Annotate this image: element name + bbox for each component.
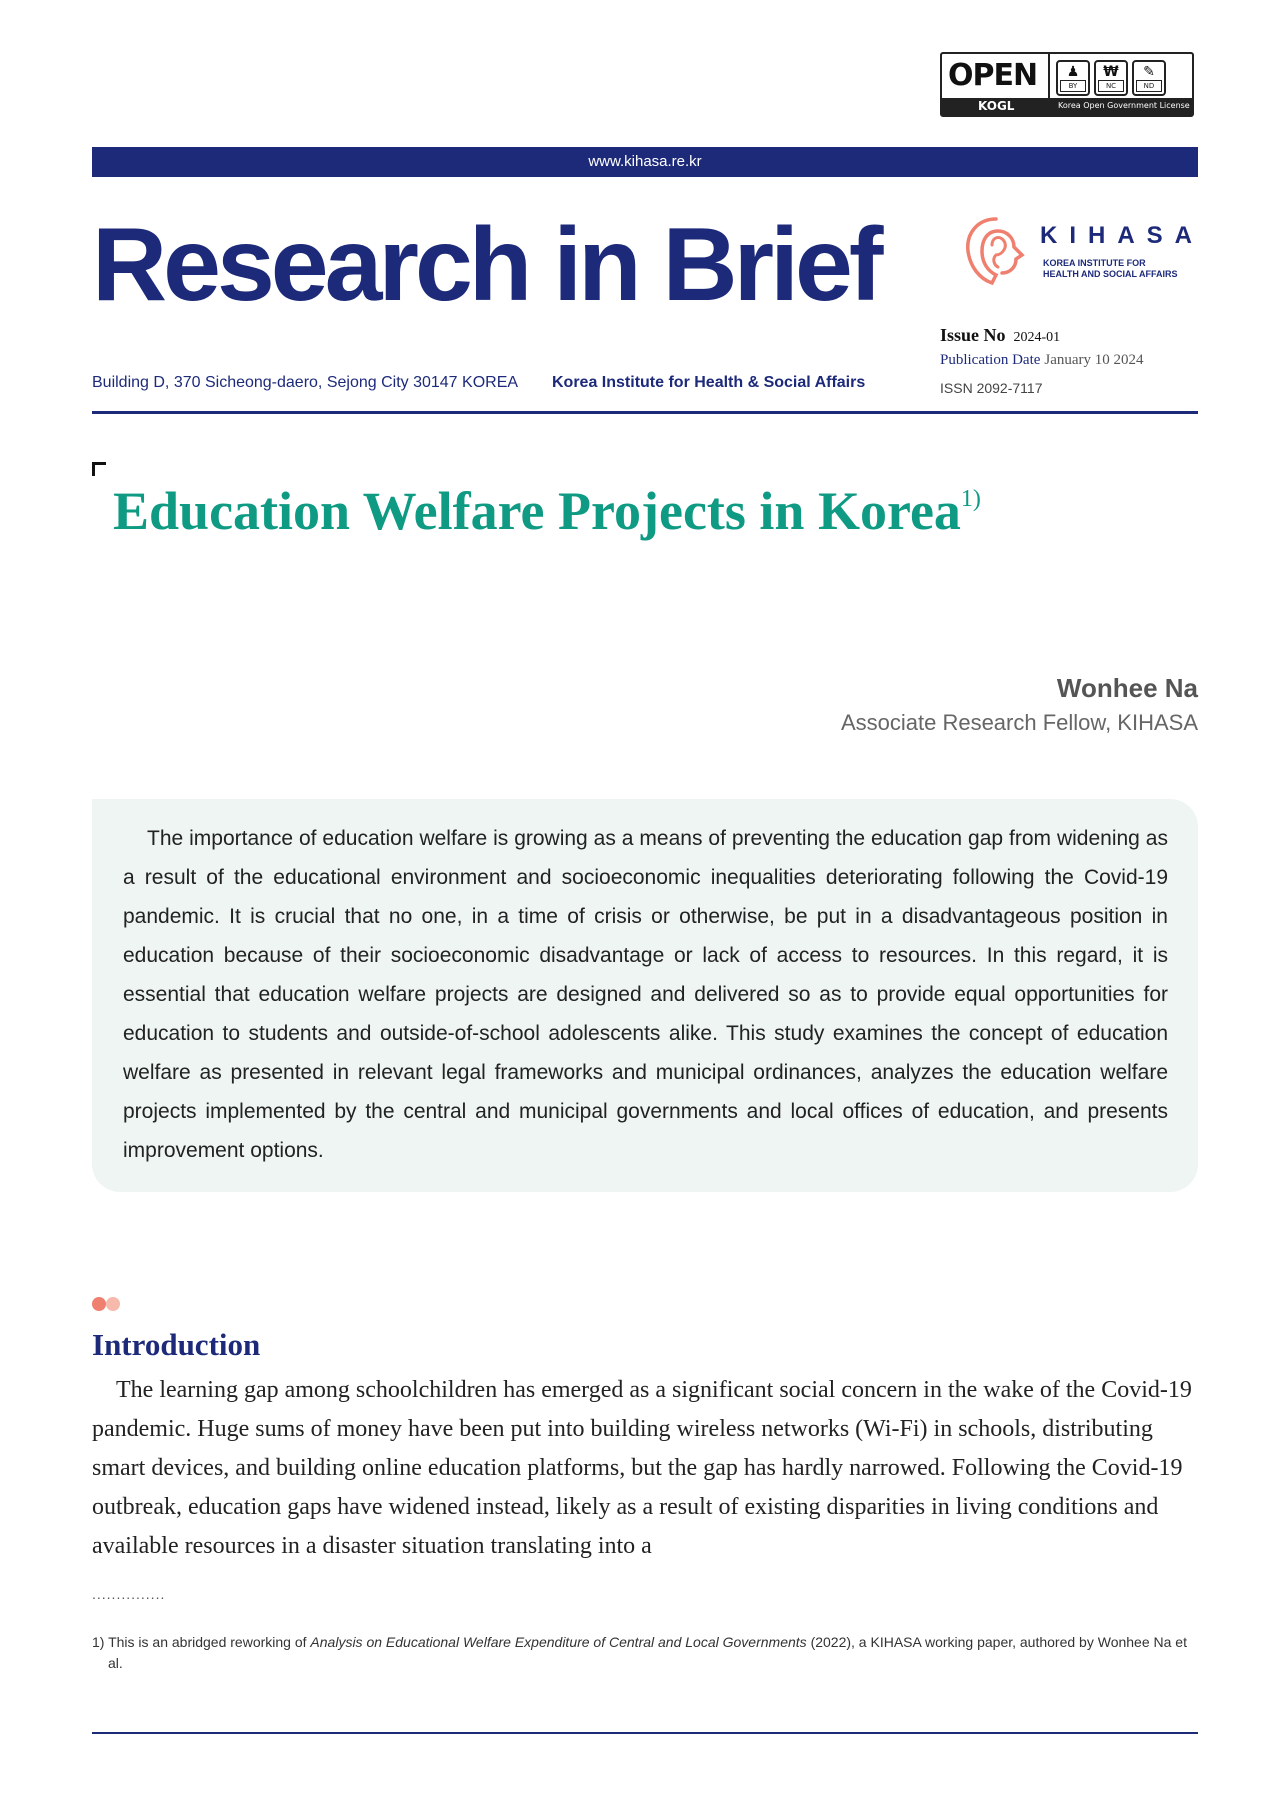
footer-divider [92,1732,1198,1734]
publication-date: Publication Date January 10 2024 [940,352,1144,368]
open-label: OPEN [948,58,1038,93]
kogl-label: KOGL [978,99,1015,113]
kihasa-logo-name: KIHASA [1040,222,1205,249]
kihasa-logo-subtitle-1: KOREA INSTITUTE FOR [1043,258,1146,268]
issn: ISSN 2092-7117 [940,380,1043,396]
no-derivatives-icon: ✎ ND [1132,60,1166,96]
title-corner-mark [92,462,106,476]
kogl-license-badge [940,52,1194,117]
website-url[interactable]: www.kihasa.re.kr [92,147,1198,177]
title-footnote-marker[interactable]: 1) [960,486,981,512]
no-commercial-icon: ₩ NC [1094,60,1128,96]
footnote-work-title: Analysis on Educational Welfare Expenditure of Central and Local Governments [310,1634,807,1650]
section-dot-icon [106,1297,120,1311]
kihasa-logo-icon [962,215,1028,287]
kogl-full-label: Korea Open Government License [1058,101,1190,110]
abstract-text: The importance of education welfare is growing as a means of preventing the education gap from widening as a result of the educational environment and socioeconomic inequalities deteriorating following the Covid-19 pandemic. It is crucial that no one, in a time of crisis or otherwise, be put in a disadvantageous position in education because of their socioeconomic disadvantage or lack of access to resources. In this regard, it is essential that education welfare projects are designed and delivered so as to provide equal opportunities for education to students and outside-of-school adolescents alike. This study examines the concept of education welfare as presented in relevant legal frameworks and municipal ordinances, analyzes the education welfare projects implemented by the central and municipal governments and local offices of education, and presents improvement options. [123,827,1168,1162]
institute-name: Korea Institute for Health & Social Affairs [552,374,866,391]
issue-number: Issue No 2024-01 [940,325,1061,345]
introduction-heading: Introduction [92,1327,261,1362]
article-title: Education Welfare Projects in Korea$^{1)}$ [113,481,981,541]
by-icon: ♟ BY [1056,60,1090,96]
header-divider [92,411,1198,414]
publication-title: Research in Brief [92,207,880,323]
section-dot-icon [92,1297,106,1311]
abstract-box [92,799,1198,1192]
kihasa-logo-subtitle-2: HEALTH AND SOCIAL AFFAIRS [1043,269,1178,279]
author-name: Wonhee Na [1056,673,1198,703]
footnote-marker: 1) [92,1634,105,1650]
institute-address: Building D, 370 Sicheong-daero, Sejong City 30147 KOREA [92,374,519,391]
author-role: Associate Research Fellow, KIHASA [840,710,1198,735]
introduction-body: The learning gap among schoolchildren has emerged as a significant social concern in the wake of the Covid-19 pandemic. Huge sums of money have been put into building wireless networks (Wi-Fi) in schools, distributing smart devices, and building online education platforms, but the gap has hardly narrowed. Following the Covid-19 outbreak, education gaps have widened instead, likely as a result of existing disparities in living conditions and available resources in a disaster situation translating into a [92,1377,1192,1559]
footnote-separator: ............... [92,1586,166,1602]
footnote: 1) This is an abridged reworking of Analysis on Educational Welfare Expenditure of Central and Local Governments (2022), a KIHASA working paper, authored by Wonhee Na et al. [92,1634,1187,1671]
